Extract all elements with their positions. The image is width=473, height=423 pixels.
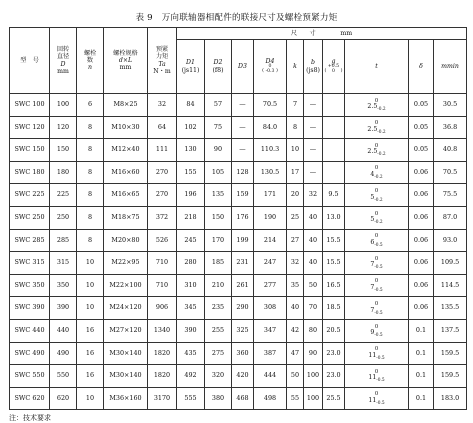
cell-g — [323, 161, 345, 184]
cell-d4: 247 — [254, 252, 287, 275]
cell-d4: 110.3 — [254, 139, 287, 162]
cell-m: 183.0 — [434, 387, 467, 410]
cell-model: SWC 225 — [10, 184, 50, 207]
cell-delta: 0.06 — [409, 252, 434, 275]
cell-delta: 0.1 — [409, 319, 434, 342]
cell-b: 50 — [304, 274, 323, 297]
cell-d1: 196 — [177, 184, 205, 207]
header-b: b (js8) — [304, 40, 323, 94]
cell-m: 87.0 — [434, 206, 467, 229]
cell-d3: — — [232, 94, 254, 117]
cell-d: 550 — [50, 365, 77, 388]
cell-d2: 75 — [205, 116, 232, 139]
cell-b: 40 — [304, 252, 323, 275]
cell-d: 350 — [50, 274, 77, 297]
cell-n: 8 — [77, 161, 104, 184]
cell-t: 1820 — [148, 365, 177, 388]
cell-spec: M30×140 — [104, 365, 148, 388]
cell-t: 0 $9_{-0.5}$ — [345, 319, 409, 342]
cell-model: SWC 620 — [10, 387, 50, 410]
cell-n: 10 — [77, 274, 104, 297]
table-title: 表 9 万向联轴器相配件的联接尺寸及螺栓预紧力矩 — [135, 13, 338, 23]
cell-t: 0 $7_{-0.5}$ — [345, 252, 409, 275]
cell-d2: 57 — [205, 94, 232, 117]
header-k: k — [287, 40, 304, 94]
table-row — [10, 116, 467, 139]
cell-b: 32 — [304, 184, 323, 207]
cell-d2: 135 — [205, 184, 232, 207]
cell-t: 0 $11_{-0.5}$ — [345, 342, 409, 365]
cell-d1: 280 — [177, 252, 205, 275]
cell-t: 0 $5_{-0.2}$ — [345, 184, 409, 207]
table-row — [10, 252, 467, 275]
table-row — [10, 274, 467, 297]
cell-g: 18.5 — [323, 297, 345, 320]
cell-d: 440 — [50, 319, 77, 342]
cell-m: 75.5 — [434, 184, 467, 207]
cell-n: 16 — [77, 365, 104, 388]
cell-t: 0 $2.5_{-0.2}$ — [345, 116, 409, 139]
cell-spec: M22×95 — [104, 252, 148, 275]
cell-delta: 0.1 — [409, 365, 434, 388]
cell-d4: 130.5 — [254, 161, 287, 184]
cell-d4: 84.0 — [254, 116, 287, 139]
cell-g: 16.5 — [323, 274, 345, 297]
header-t: t — [345, 40, 409, 94]
cell-m: 30.5 — [434, 94, 467, 117]
cell-t: 270 — [148, 161, 177, 184]
cell-d: 120 — [50, 116, 77, 139]
cell-g: 23.0 — [323, 365, 345, 388]
cell-g — [323, 116, 345, 139]
cell-b: 100 — [304, 387, 323, 410]
cell-delta: 0.05 — [409, 116, 434, 139]
cell-d: 180 — [50, 161, 77, 184]
cell-k: 47 — [287, 342, 304, 365]
cell-m: 159.5 — [434, 365, 467, 388]
table-row — [10, 206, 467, 229]
cell-m: 36.8 — [434, 116, 467, 139]
cell-d4: 214 — [254, 229, 287, 252]
header-bolt-count: 螺栓 数 n — [77, 28, 104, 94]
header-delta: δ — [409, 40, 434, 94]
cell-t: 0 $11_{-0.5}$ — [345, 365, 409, 388]
cell-d: 390 — [50, 297, 77, 320]
cell-n: 10 — [77, 387, 104, 410]
cell-delta: 0.05 — [409, 139, 434, 162]
cell-d2: 210 — [205, 274, 232, 297]
cell-t: 0 $2.5_{-0.2}$ — [345, 94, 409, 117]
cell-model: SWC 390 — [10, 297, 50, 320]
cell-t: 0 $7_{-0.5}$ — [345, 297, 409, 320]
cell-d1: 310 — [177, 274, 205, 297]
cell-d4: 171 — [254, 184, 287, 207]
cell-d2: 380 — [205, 387, 232, 410]
cell-d3: 290 — [232, 297, 254, 320]
cell-n: 16 — [77, 342, 104, 365]
cell-t: 906 — [148, 297, 177, 320]
header-preload-torque: 预紧 力矩 Ta N・m — [148, 28, 177, 94]
cell-model: SWC 285 — [10, 229, 50, 252]
cell-b: 100 — [304, 365, 323, 388]
cell-g: 9.5 — [323, 184, 345, 207]
cell-d: 315 — [50, 252, 77, 275]
cell-delta: 0.1 — [409, 387, 434, 410]
coupling-dimension-table — [9, 27, 467, 410]
cell-d: 250 — [50, 206, 77, 229]
cell-b: — — [304, 139, 323, 162]
cell-spec: M36×160 — [104, 387, 148, 410]
cell-m: 114.5 — [434, 274, 467, 297]
table-row — [10, 319, 467, 342]
cell-n: 16 — [77, 319, 104, 342]
cell-model: SWC 550 — [10, 365, 50, 388]
cell-d1: 130 — [177, 139, 205, 162]
cell-d2: 275 — [205, 342, 232, 365]
header-g: g ( +0.5 0 ) — [323, 40, 345, 94]
cell-k: 25 — [287, 206, 304, 229]
cell-m: 159.5 — [434, 342, 467, 365]
cell-b: 40 — [304, 229, 323, 252]
cell-delta: 0.06 — [409, 229, 434, 252]
cell-m: 137.5 — [434, 319, 467, 342]
cell-g: 13.0 — [323, 206, 345, 229]
cell-k: 55 — [287, 387, 304, 410]
cell-t: 0 $4_{-0.2}$ — [345, 161, 409, 184]
cell-model: SWC 250 — [10, 206, 50, 229]
cell-d4: 444 — [254, 365, 287, 388]
cell-d1: 390 — [177, 319, 205, 342]
cell-model: SWC 350 — [10, 274, 50, 297]
cell-d3: 128 — [232, 161, 254, 184]
cell-d4: 70.5 — [254, 94, 287, 117]
cell-d4: 387 — [254, 342, 287, 365]
cell-d: 225 — [50, 184, 77, 207]
cell-d3: 261 — [232, 274, 254, 297]
table-row — [10, 161, 467, 184]
cell-k: 35 — [287, 274, 304, 297]
cell-d2: 90 — [205, 139, 232, 162]
cell-t: 0 $6_{-0.5}$ — [345, 229, 409, 252]
cell-spec: M22×100 — [104, 274, 148, 297]
cell-n: 8 — [77, 229, 104, 252]
cell-d1: 492 — [177, 365, 205, 388]
cell-t: 372 — [148, 206, 177, 229]
cell-model: SWC 120 — [10, 116, 50, 139]
cell-d: 100 — [50, 94, 77, 117]
cell-b: 80 — [304, 319, 323, 342]
cell-t: 0 $2.5_{-0.2}$ — [345, 139, 409, 162]
cell-k: 7 — [287, 94, 304, 117]
cell-t: 526 — [148, 229, 177, 252]
cell-d3: — — [232, 116, 254, 139]
cell-n: 8 — [77, 116, 104, 139]
cell-d1: 555 — [177, 387, 205, 410]
cell-d1: 84 — [177, 94, 205, 117]
cell-b: — — [304, 161, 323, 184]
cell-n: 6 — [77, 94, 104, 117]
cell-k: 32 — [287, 252, 304, 275]
cell-spec: M18×75 — [104, 206, 148, 229]
cell-b: 70 — [304, 297, 323, 320]
cell-d4: 308 — [254, 297, 287, 320]
cell-d3: 199 — [232, 229, 254, 252]
cell-spec: M8×25 — [104, 94, 148, 117]
header-d1: D1 (js11) — [177, 40, 205, 94]
cell-d2: 150 — [205, 206, 232, 229]
cell-t: 0 $11_{-0.5}$ — [345, 387, 409, 410]
cell-d2: 255 — [205, 319, 232, 342]
cell-d1: 245 — [177, 229, 205, 252]
cell-d: 490 — [50, 342, 77, 365]
cell-t: 0 $7_{-0.5}$ — [345, 274, 409, 297]
cell-n: 8 — [77, 139, 104, 162]
cell-g: 25.5 — [323, 387, 345, 410]
cell-k: 42 — [287, 319, 304, 342]
cell-g: 15.5 — [323, 229, 345, 252]
cell-d3: 159 — [232, 184, 254, 207]
cell-d1: 218 — [177, 206, 205, 229]
cell-d1: 435 — [177, 342, 205, 365]
cell-delta: 0.06 — [409, 274, 434, 297]
cell-g — [323, 94, 345, 117]
cell-t: 3170 — [148, 387, 177, 410]
cell-t: 0 $5_{-0.2}$ — [345, 206, 409, 229]
cell-k: 40 — [287, 297, 304, 320]
cell-d3: 176 — [232, 206, 254, 229]
header-flange-diameter: 回转 直径 D mm — [50, 28, 77, 94]
table-row — [10, 184, 467, 207]
cell-spec: M16×60 — [104, 161, 148, 184]
cell-k: 50 — [287, 365, 304, 388]
table-row — [10, 297, 467, 320]
cell-d3: 231 — [232, 252, 254, 275]
cell-spec: M12×40 — [104, 139, 148, 162]
cell-model: SWC 490 — [10, 342, 50, 365]
cell-k: 10 — [287, 139, 304, 162]
header-bolt-spec: 螺栓规格 d×L mm — [104, 28, 148, 94]
cell-d4: 190 — [254, 206, 287, 229]
cell-g: 20.5 — [323, 319, 345, 342]
cell-b: 90 — [304, 342, 323, 365]
cell-k: 8 — [287, 116, 304, 139]
cell-b: — — [304, 116, 323, 139]
cell-d: 150 — [50, 139, 77, 162]
cell-spec: M27×120 — [104, 319, 148, 342]
footnote: 注：技术要求 — [9, 414, 51, 422]
cell-d3: — — [232, 139, 254, 162]
cell-model: SWC 180 — [10, 161, 50, 184]
cell-t: 1340 — [148, 319, 177, 342]
table-row — [10, 387, 467, 410]
table-row — [10, 94, 467, 117]
cell-t: 710 — [148, 252, 177, 275]
cell-d: 285 — [50, 229, 77, 252]
table-row — [10, 365, 467, 388]
cell-model: SWC 315 — [10, 252, 50, 275]
cell-d1: 102 — [177, 116, 205, 139]
cell-delta: 0.06 — [409, 161, 434, 184]
cell-k: 27 — [287, 229, 304, 252]
cell-g: 23.0 — [323, 342, 345, 365]
cell-d2: 235 — [205, 297, 232, 320]
cell-m: 40.8 — [434, 139, 467, 162]
header-dimensions-group: 尺 寸 mm — [177, 28, 467, 40]
cell-delta: 0.06 — [409, 297, 434, 320]
cell-d3: 420 — [232, 365, 254, 388]
cell-d4: 498 — [254, 387, 287, 410]
cell-d1: 345 — [177, 297, 205, 320]
cell-delta: 0.06 — [409, 184, 434, 207]
cell-g — [323, 139, 345, 162]
cell-delta: 0.06 — [409, 206, 434, 229]
cell-model: SWC 100 — [10, 94, 50, 117]
cell-b: 40 — [304, 206, 323, 229]
cell-d2: 105 — [205, 161, 232, 184]
cell-n: 8 — [77, 184, 104, 207]
header-d2: D2 (f8) — [205, 40, 232, 94]
header-d3: D3 — [232, 40, 254, 94]
cell-m: 70.5 — [434, 161, 467, 184]
header-d4: D4 ( 0 -0.3 ) — [254, 40, 287, 94]
cell-m: 135.5 — [434, 297, 467, 320]
cell-d3: 360 — [232, 342, 254, 365]
cell-t: 32 — [148, 94, 177, 117]
cell-t: 64 — [148, 116, 177, 139]
table-row — [10, 342, 467, 365]
cell-spec: M30×140 — [104, 342, 148, 365]
cell-n: 8 — [77, 206, 104, 229]
cell-b: — — [304, 94, 323, 117]
cell-d: 620 — [50, 387, 77, 410]
cell-g: 15.5 — [323, 252, 345, 275]
header-m-min: mmin — [434, 40, 467, 94]
table-row — [10, 229, 467, 252]
cell-m: 93.0 — [434, 229, 467, 252]
cell-d1: 155 — [177, 161, 205, 184]
cell-d2: 185 — [205, 252, 232, 275]
cell-n: 10 — [77, 252, 104, 275]
cell-d4: 347 — [254, 319, 287, 342]
cell-d4: 277 — [254, 274, 287, 297]
cell-d2: 170 — [205, 229, 232, 252]
cell-k: 20 — [287, 184, 304, 207]
cell-model: SWC 440 — [10, 319, 50, 342]
cell-m: 109.5 — [434, 252, 467, 275]
cell-spec: M24×120 — [104, 297, 148, 320]
cell-delta: 0.05 — [409, 94, 434, 117]
cell-t: 1820 — [148, 342, 177, 365]
cell-d2: 320 — [205, 365, 232, 388]
cell-d3: 325 — [232, 319, 254, 342]
cell-spec: M20×80 — [104, 229, 148, 252]
cell-d3: 468 — [232, 387, 254, 410]
cell-k: 17 — [287, 161, 304, 184]
table-row — [10, 139, 467, 162]
cell-spec: M16×65 — [104, 184, 148, 207]
cell-t: 270 — [148, 184, 177, 207]
cell-model: SWC 150 — [10, 139, 50, 162]
cell-delta: 0.1 — [409, 342, 434, 365]
header-model: 型 号 — [10, 28, 50, 94]
cell-n: 10 — [77, 297, 104, 320]
cell-t: 111 — [148, 139, 177, 162]
cell-spec: M10×30 — [104, 116, 148, 139]
cell-t: 710 — [148, 274, 177, 297]
